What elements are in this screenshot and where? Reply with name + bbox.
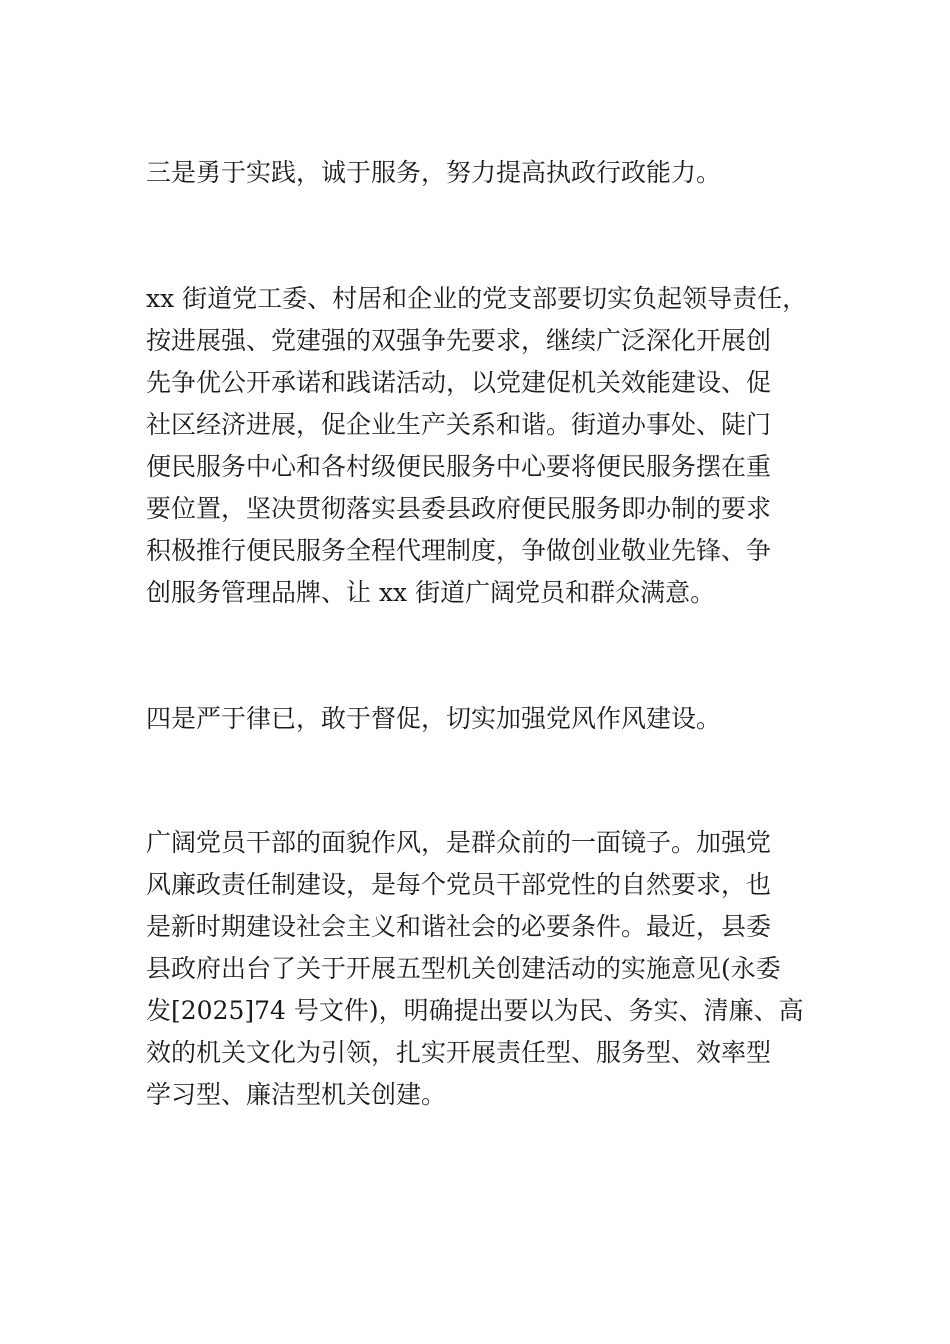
paragraph-line: xx 街道党工委、村居和企业的党支部要切实负起领导责任，: [146, 284, 808, 313]
paragraph-line: 效的机关文化为引领，扎实开展责任型、服务型、效率型: [146, 1038, 772, 1067]
section-heading-four: 四是严于律已，敢于督促，切实加强党风作风建设。: [146, 704, 722, 733]
paragraph-line: 积极推行便民服务全程代理制度，争做创业敬业先锋、争: [146, 536, 772, 565]
document-body: [146, 152, 826, 1116]
paragraph-line: 学习型、廉洁型机关创建。: [146, 1080, 447, 1109]
section-paragraph-four: [146, 822, 826, 1116]
paragraph-line: 风廉政责任制建设，是每个党员干部党性的自然要求，也: [146, 870, 772, 899]
spacer: [146, 194, 826, 278]
section-heading-three: 三是勇于实践，诚于服务，努力提高执政行政能力。: [146, 158, 722, 187]
paragraph-line: 发[2025]74 号文件)，明确提出要以为民、务实、清廉、高: [146, 996, 804, 1025]
paragraph-line: 广阔党员干部的面貌作风，是群众前的一面镜子。加强党: [146, 828, 772, 857]
paragraph-line: 先争优公开承诺和践诺活动，以党建促机关效能建设、促: [146, 368, 772, 397]
paragraph-line: 县政府出台了关于开展五型机关创建活动的实施意见(永委: [146, 954, 781, 983]
paragraph-line: 便民服务中心和各村级便民服务中心要将便民服务摆在重: [146, 452, 772, 481]
paragraph-line: 要位置，坚决贯彻落实县委县政府便民服务即办制的要求: [146, 494, 772, 523]
paragraph-line: 是新时期建设社会主义和谐社会的必要条件。最近，县委: [146, 912, 772, 941]
paragraph-line: 社区经济进展，促企业生产关系和谐。街道办事处、陡门: [146, 410, 772, 439]
spacer: [146, 740, 826, 822]
paragraph-line: 按进展强、党建强的双强争先要求，继续广泛深化开展创: [146, 326, 772, 355]
spacer: [146, 614, 826, 698]
section-paragraph-three: [146, 278, 826, 614]
paragraph-line: 创服务管理品牌、让 xx 街道广阔党员和群众满意。: [146, 578, 716, 607]
